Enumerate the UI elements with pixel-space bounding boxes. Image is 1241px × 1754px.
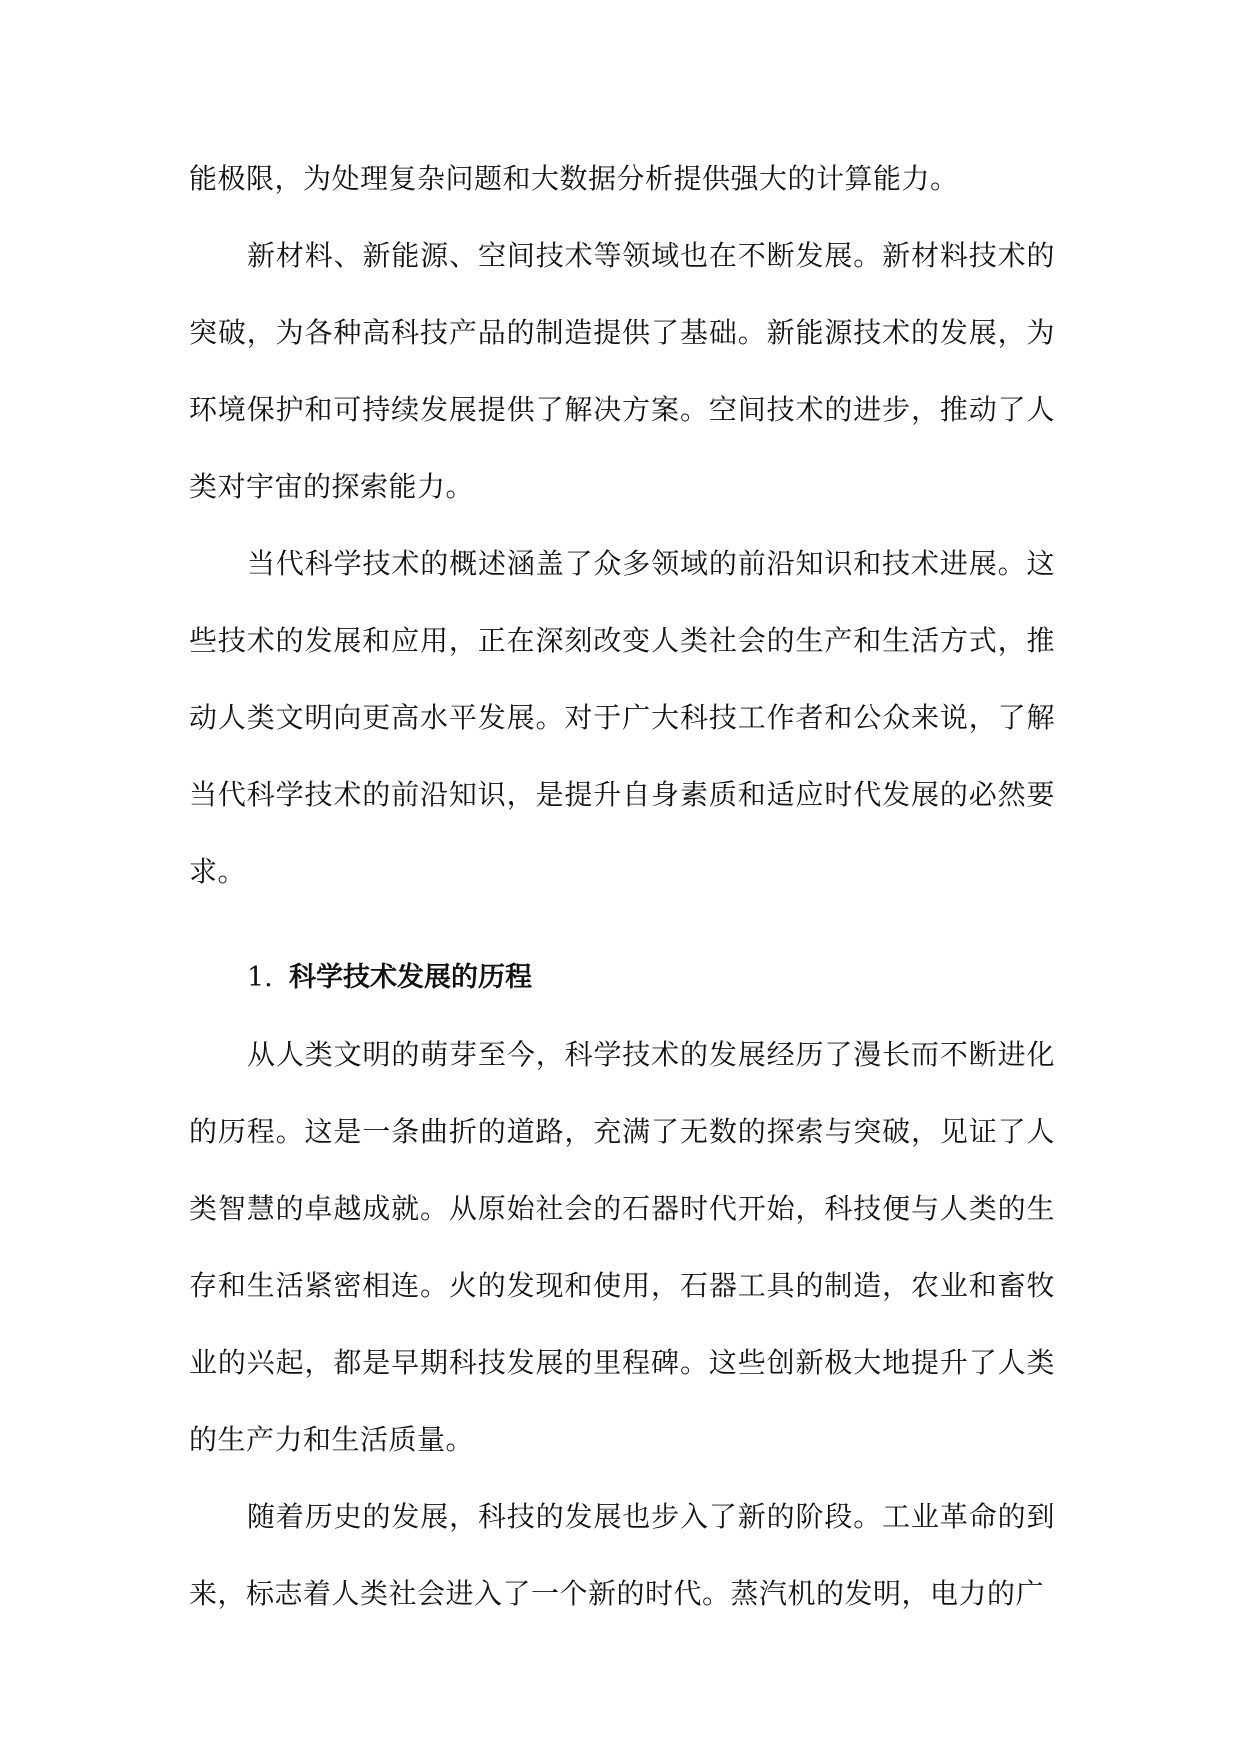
document-body xyxy=(189,140,1055,1632)
paragraph-history: 从人类文明的萌芽至今，科学技术的发展经历了漫长而不断进化的历程。这是一条曲折的道路，充满了无数的探索与突破，见证了人类智慧的卓越成就。从原始社会的石器时代开始，科技便与人类的生存和生活紧密相连。火的发现和使用，石器工具的制造，农业和畜牧业的兴起，都是早期科技发展的里程碑。这些创新极大地提升了人类的生产力和生活质量。 xyxy=(189,1038,1055,1456)
paragraph-continued: 能极限，为处理复杂问题和大数据分析提供强大的计算能力。 xyxy=(189,162,959,195)
section-title: 科学技术发展的历程 xyxy=(289,962,532,993)
section-heading xyxy=(189,939,1055,1016)
paragraph-industrial-revolution: 随着历史的发展，科技的发展也步入了新的阶段。工业革命的到来，标志着人类社会进入了一个新的时代。蒸汽机的发明，电力的广 xyxy=(189,1500,1055,1610)
section-number: 1. xyxy=(247,962,273,993)
paragraph-new-materials: 新材料、新能源、空间技术等领域也在不断发展。新材料技术的突破，为各种高科技产品的制造提供了基础。新能源技术的发展，为环境保护和可持续发展提供了解决方案。空间技术的进步，推动了人类对宇宙的探索能力。 xyxy=(189,239,1055,503)
paragraph-overview: 当代科学技术的概述涵盖了众多领域的前沿知识和技术进展。这些技术的发展和应用，正在深刻改变人类社会的生产和生活方式，推动人类文明向更高水平发展。对于广大科技工作者和公众来说，了解当代科学技术的前沿知识，是提升自身素质和适应时代发展的必然要求。 xyxy=(189,547,1055,888)
